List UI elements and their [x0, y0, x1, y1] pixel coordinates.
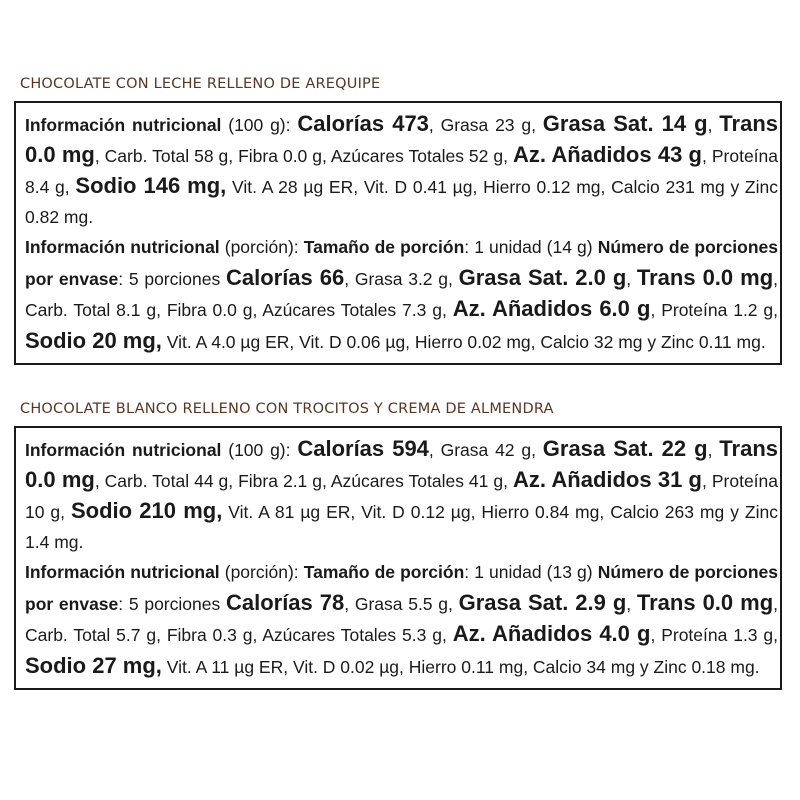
nutrient-highlight: Az. Añadidos 6.0 g: [452, 296, 651, 321]
nutrient-highlight: Tamaño de porción: [303, 237, 465, 257]
nutrition-per-100g: [25, 109, 778, 232]
nutrient-text: , Carb. Total 58 g, Fibra 0.0 g, Azúcares Totales 52 g,: [94, 146, 513, 166]
nutrient-text: : 5 porciones: [118, 593, 226, 614]
nutrient-highlight: Calorías 473: [297, 111, 429, 136]
nutrient-highlight: Az. Añadidos 4.0 g: [452, 621, 651, 646]
nutrient-text: : 1 unidad (13 g): [464, 562, 598, 582]
nutrient-highlight: Información nutricional: [25, 562, 220, 582]
nutrient-highlight: Grasa Sat. 14 g: [542, 111, 708, 136]
product-title: CHOCOLATE BLANCO RELLENO CON TROCITOS Y CREMA DE ALMENDRA: [20, 401, 554, 417]
nutrient-highlight: Tamaño de porción: [303, 562, 465, 582]
nutrient-highlight: Número de porciones por envase: [25, 237, 779, 289]
product-title: CHOCOLATE CON LECHE RELLENO DE AREQUIPE: [20, 76, 381, 92]
product-section-white-chocolate: [14, 401, 782, 690]
nutrient-text: , Grasa 5.5 g,: [344, 593, 459, 614]
nutrient-text: ,: [626, 268, 637, 289]
nutrient-text: (100 g):: [221, 440, 298, 460]
nutrient-highlight: Información nutricional: [25, 440, 222, 460]
nutrient-text: : 1 unidad (14 g): [464, 237, 598, 257]
nutrient-text: ,: [707, 440, 720, 460]
nutrient-highlight: Trans 0.0 mg: [636, 589, 774, 615]
nutrition-panel: [14, 426, 782, 690]
nutrient-highlight: Grasa Sat. 2.0 g: [458, 264, 627, 290]
nutrient-text: Vit. A 81 µg ER, Vit. D 0.12 µg, Hierro 0.84 mg, Calcio 263 mg y Zinc 1.4 mg.: [25, 502, 778, 552]
nutrient-text: : 5 porciones: [118, 268, 226, 289]
nutrient-highlight: Grasa Sat. 2.9 g: [458, 589, 627, 615]
nutrient-text: (porción):: [219, 562, 304, 582]
nutrition-per-portion: [25, 232, 778, 357]
nutrient-text: ,: [707, 115, 720, 135]
nutrient-text: , Proteína 8.4 g,: [25, 146, 779, 197]
nutrient-text: Vit. A 4.0 µg ER, Vit. D 0.06 µg, Hierro 0.02 mg, Calcio 32 mg y Zinc 0.11 mg.: [161, 331, 766, 352]
nutrient-text: , Carb. Total 8.1 g, Fibra 0.0 g, Azúcares Totales 7.3 g,: [25, 268, 779, 320]
nutrient-highlight: Az. Añadidos 31 g: [512, 467, 702, 492]
nutrient-text: Vit. A 28 µg ER, Vit. D 0.41 µg, Hierro 0.12 mg, Calcio 231 mg y Zinc 0.82 mg.: [25, 177, 778, 227]
nutrient-text: (porción):: [219, 237, 304, 257]
product-section-milk-chocolate: [14, 76, 782, 365]
nutrient-text: ,: [626, 593, 637, 614]
nutrition-per-100g: [25, 434, 778, 557]
nutrient-highlight: Az. Añadidos 43 g: [512, 142, 702, 167]
nutrient-highlight: Sodio 146 mg,: [75, 173, 227, 198]
nutrient-text: , Grasa 23 g,: [428, 115, 543, 135]
nutrition-per-portion: [25, 557, 778, 682]
nutrient-text: , Carb. Total 44 g, Fibra 2.1 g, Azúcares Totales 41 g,: [94, 471, 513, 491]
nutrient-text: , Proteína 10 g,: [25, 471, 779, 522]
nutrient-text: Vit. A 11 µg ER, Vit. D 0.02 µg, Hierro 0.11 mg, Calcio 34 mg y Zinc 0.18 mg.: [161, 656, 760, 677]
nutrient-highlight: Sodio 27 mg,: [25, 652, 162, 678]
nutrient-highlight: Calorías 594: [297, 436, 429, 461]
nutrient-highlight: Trans 0.0 mg: [636, 264, 774, 290]
nutrient-text: , Proteína 1.3 g,: [650, 625, 778, 645]
nutrient-highlight: Sodio 20 mg,: [25, 327, 162, 353]
nutrition-panel: [14, 101, 782, 365]
nutrient-highlight: Trans 0.0 mg: [25, 436, 778, 492]
nutrient-highlight: Número de porciones por envase: [25, 562, 779, 614]
nutrient-highlight: Información nutricional: [25, 115, 222, 135]
nutrient-highlight: Sodio 210 mg,: [70, 498, 223, 523]
nutrient-highlight: Calorías 66: [225, 264, 345, 290]
nutrient-highlight: Grasa Sat. 22 g: [542, 436, 708, 461]
nutrient-highlight: Trans 0.0 mg: [25, 111, 778, 167]
nutrient-highlight: Información nutricional: [25, 237, 220, 257]
nutrient-text: , Proteína 1.2 g,: [650, 300, 778, 320]
nutrient-text: , Carb. Total 5.7 g, Fibra 0.3 g, Azúcares Totales 5.3 g,: [25, 593, 779, 645]
nutrient-text: , Grasa 3.2 g,: [344, 268, 459, 289]
nutrient-text: (100 g):: [221, 115, 298, 135]
nutrient-highlight: Calorías 78: [225, 589, 345, 615]
nutrient-text: , Grasa 42 g,: [428, 440, 543, 460]
